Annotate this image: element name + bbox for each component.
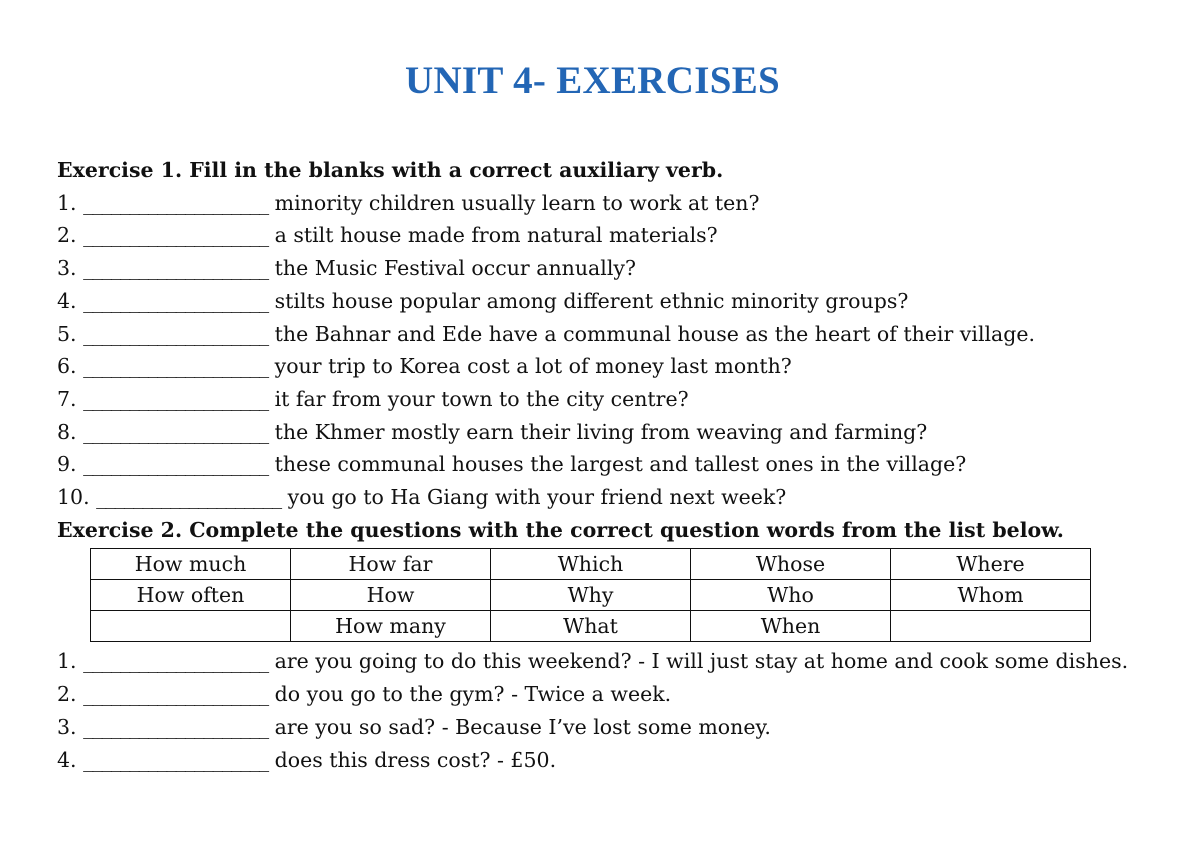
table-cell: How much <box>91 549 291 580</box>
exercise-1-item <box>57 285 1147 318</box>
exercise-1-item <box>57 481 1147 514</box>
item-text: are you so sad? - Because I’ve lost some money. <box>274 714 771 739</box>
question-words-table <box>90 548 1091 642</box>
page-title: UNIT 4- EXERCISES <box>405 59 780 102</box>
answer-blank: ____________________ <box>83 714 269 739</box>
table-cell: How often <box>91 580 291 611</box>
item-text: minority children usually learn to work at ten? <box>274 190 760 215</box>
exercise-1-item <box>57 383 1147 416</box>
answer-blank: ____________________ <box>83 649 269 674</box>
item-number: 7. <box>57 386 77 411</box>
exercise-1-item <box>57 252 1147 285</box>
table-cell: Where <box>891 549 1091 580</box>
item-text: stilts house popular among different ethnic minority groups? <box>274 288 909 313</box>
item-number: 2. <box>57 682 77 707</box>
answer-blank: ____________________ <box>83 419 269 444</box>
answer-blank: ____________________ <box>83 747 269 772</box>
answer-blank: ____________________ <box>83 452 269 477</box>
table-cell: How far <box>291 549 491 580</box>
table-row <box>91 611 1091 642</box>
answer-blank: ____________________ <box>83 354 269 379</box>
table-cell: Whose <box>691 549 891 580</box>
table-cell: What <box>491 611 691 642</box>
item-number: 2. <box>57 223 77 248</box>
answer-blank: ____________________ <box>83 256 269 281</box>
item-number: 3. <box>57 714 77 739</box>
item-number: 3. <box>57 256 77 281</box>
answer-blank: ____________________ <box>83 190 269 215</box>
table-cell: How <box>291 580 491 611</box>
exercise-1-item <box>57 187 1147 220</box>
exercise-1-item <box>57 318 1147 351</box>
answer-blank: ____________________ <box>83 321 269 346</box>
exercise-1-heading: Exercise 1. Fill in the blanks with a correct auxiliary verb. <box>57 158 724 182</box>
item-text: you go to Ha Giang with your friend next week? <box>287 485 787 510</box>
item-number: 8. <box>57 419 77 444</box>
exercise-2-item <box>57 711 1147 744</box>
table-cell: Whom <box>891 580 1091 611</box>
table-cell: Who <box>691 580 891 611</box>
table-cell <box>891 611 1091 642</box>
item-text: the Music Festival occur annually? <box>274 256 636 281</box>
item-number: 1. <box>57 649 77 674</box>
exercise-2-list <box>57 645 1147 776</box>
answer-blank: ____________________ <box>83 682 269 707</box>
item-text: are you going to do this weekend? - I will just stay at home and cook some dishes. <box>274 649 1129 674</box>
item-text: do you go to the gym? - Twice a week. <box>274 682 672 707</box>
exercise-1-item <box>57 219 1147 252</box>
item-number: 6. <box>57 354 77 379</box>
item-text: does this dress cost? - £50. <box>274 747 557 772</box>
item-text: the Bahnar and Ede have a communal house as the heart of their village. <box>274 321 1036 346</box>
exercise-1-item <box>57 416 1147 449</box>
worksheet-content <box>57 154 1147 776</box>
item-text: your trip to Korea cost a lot of money last month? <box>274 354 792 379</box>
table-cell: When <box>691 611 891 642</box>
item-number: 9. <box>57 452 77 477</box>
item-number: 4. <box>57 747 77 772</box>
item-text: these communal houses the largest and tallest ones in the village? <box>274 452 967 477</box>
table-cell: How many <box>291 611 491 642</box>
item-number: 4. <box>57 288 77 313</box>
item-number: 10. <box>57 485 90 510</box>
table-row <box>91 580 1091 611</box>
item-text: a stilt house made from natural materials? <box>274 223 718 248</box>
exercise-2-item <box>57 645 1147 678</box>
table-cell <box>91 611 291 642</box>
item-number: 5. <box>57 321 77 346</box>
exercise-1-list <box>57 187 1147 514</box>
table-cell: Why <box>491 580 691 611</box>
table-cell: Which <box>491 549 691 580</box>
item-text: it far from your town to the city centre? <box>274 386 689 411</box>
exercise-1-item <box>57 448 1147 481</box>
exercise-2-heading: Exercise 2. Complete the questions with the correct question words from the list below. <box>57 517 1064 542</box>
answer-blank: ____________________ <box>83 386 269 411</box>
answer-blank: ____________________ <box>96 485 282 510</box>
answer-blank: ____________________ <box>83 288 269 313</box>
item-number: 1. <box>57 190 77 215</box>
exercise-1-item <box>57 350 1147 383</box>
exercise-2-item <box>57 744 1147 777</box>
exercise-2-item <box>57 678 1147 711</box>
answer-blank: ____________________ <box>83 223 269 248</box>
item-text: the Khmer mostly earn their living from weaving and farming? <box>274 419 928 444</box>
table-row <box>91 549 1091 580</box>
